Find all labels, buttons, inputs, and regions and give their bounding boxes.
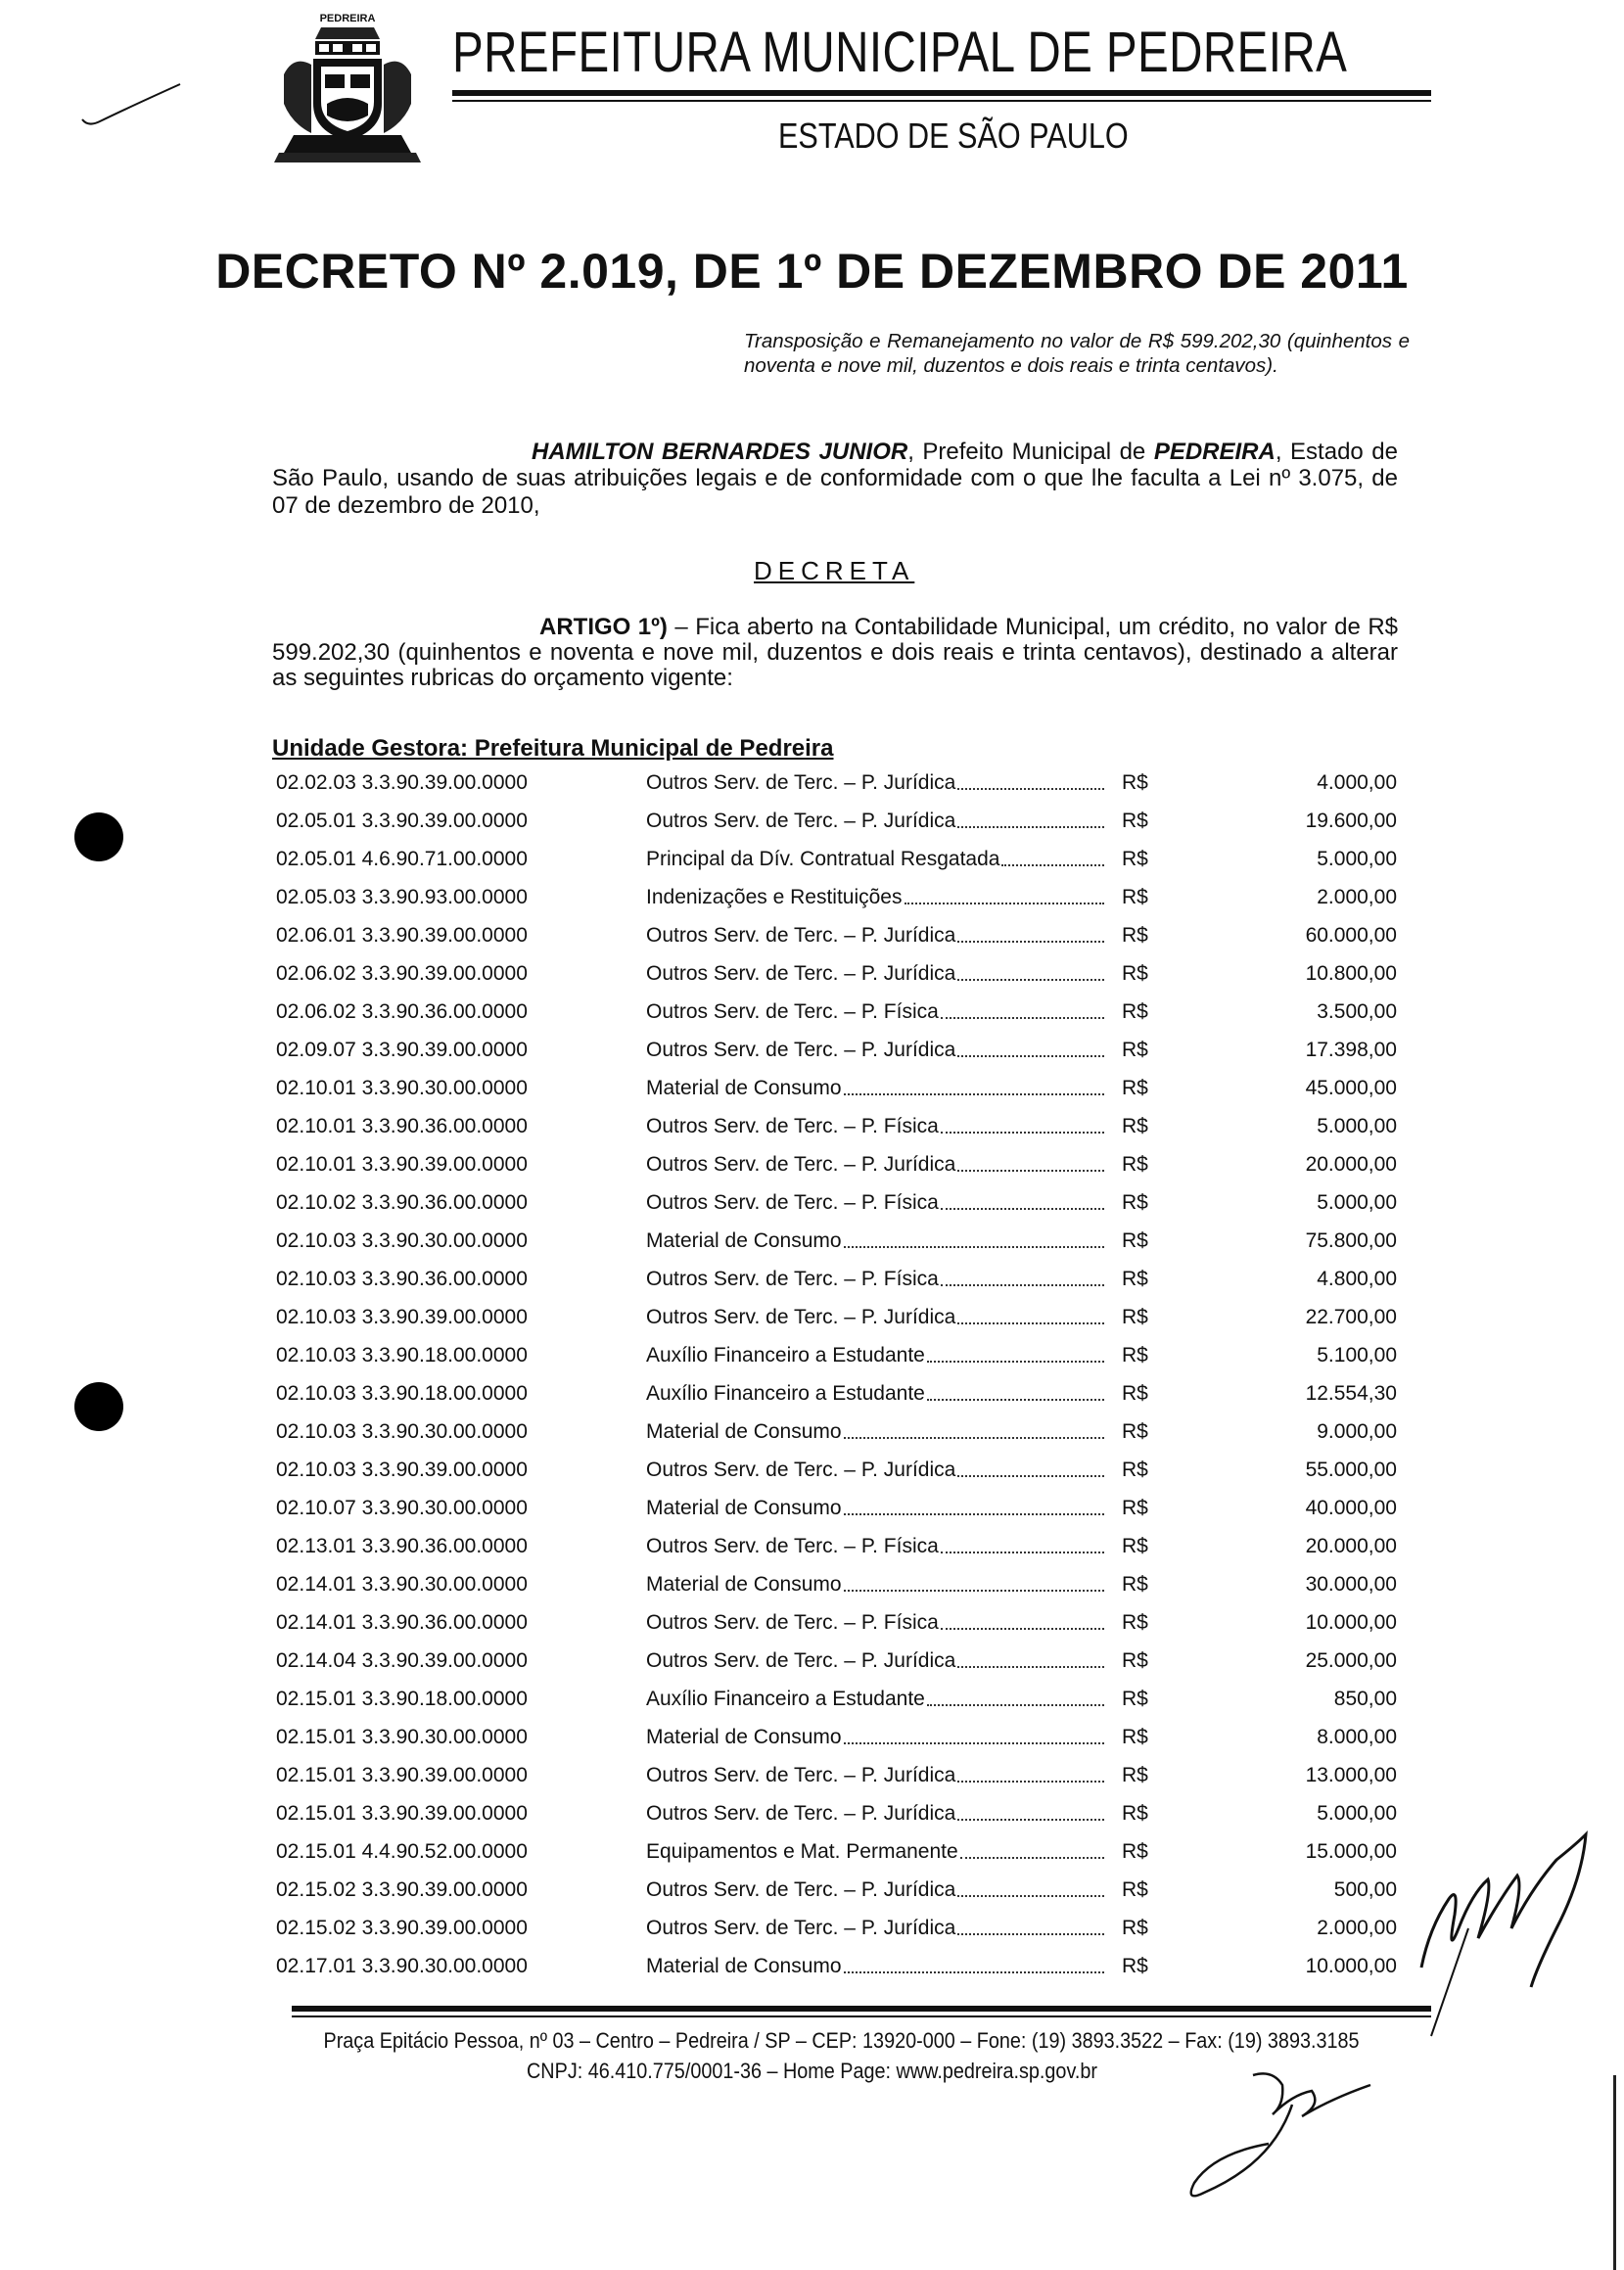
rubric-description-cell: [646, 1336, 1122, 1374]
rubric-code: 02.14.04 3.3.90.39.00.0000: [276, 1648, 528, 1672]
rubric-description: Outros Serv. de Terc. – P. Jurídica: [646, 961, 956, 985]
rubric-value: 8.000,00: [1317, 1725, 1397, 1748]
dot-leader: [844, 1093, 1104, 1095]
preamble-paragraph: [272, 439, 1398, 519]
rubric-description: Material de Consumo: [646, 1228, 842, 1252]
state-name: ESTADO DE SÃO PAULO: [778, 116, 1129, 156]
currency-label: R$: [1122, 1190, 1148, 1214]
mayor-name: HAMILTON BERNARDES JUNIOR: [532, 439, 908, 465]
rubric-value: 20.000,00: [1305, 1152, 1397, 1176]
table-row: [276, 1642, 1397, 1680]
currency-label: R$: [1122, 1267, 1148, 1290]
dot-leader: [957, 1781, 1104, 1783]
rubric-code: 02.10.03 3.3.90.18.00.0000: [276, 1343, 528, 1367]
rubric-code: 02.14.01 3.3.90.36.00.0000: [276, 1610, 528, 1634]
currency-label: R$: [1122, 1572, 1148, 1596]
rubric-code: 02.15.01 3.3.90.18.00.0000: [276, 1687, 528, 1710]
dot-leader: [941, 1208, 1104, 1210]
rubric-description: Outros Serv. de Terc. – P. Jurídica: [646, 1458, 956, 1481]
rubric-description-cell: [646, 840, 1122, 878]
rubric-description: Material de Consumo: [646, 1076, 842, 1099]
rubric-table: [276, 764, 1397, 1985]
rubric-description: Principal da Dív. Contratual Resgatada: [646, 847, 1000, 870]
dot-leader: [957, 1895, 1104, 1897]
rubric-code: 02.10.07 3.3.90.30.00.0000: [276, 1496, 528, 1519]
rubric-code: 02.02.03 3.3.90.39.00.0000: [276, 770, 528, 794]
table-row: [276, 1107, 1397, 1145]
rubric-description: Outros Serv. de Terc. – P. Jurídica: [646, 809, 956, 832]
rubric-value: 2.000,00: [1317, 1916, 1397, 1939]
currency-label: R$: [1122, 1954, 1148, 1977]
dot-leader: [957, 941, 1104, 943]
rubric-value: 5.000,00: [1317, 1801, 1397, 1825]
rubric-description: Outros Serv. de Terc. – P. Jurídica: [646, 1916, 956, 1939]
rubric-description: Outros Serv. de Terc. – P. Jurídica: [646, 1877, 956, 1901]
rubric-description-cell: [646, 954, 1122, 993]
rubric-description: Outros Serv. de Terc. – P. Jurídica: [646, 770, 956, 794]
dot-leader: [957, 1322, 1104, 1324]
rubric-description: Outros Serv. de Terc. – P. Física: [646, 1114, 939, 1137]
decree-summary: Transposição e Remanejamento no valor de R$ 599.202,30 (quinhentos e noventa e nove mil, duzentos e dois reais e trinta centavos).: [744, 330, 1410, 377]
currency-label: R$: [1122, 1305, 1148, 1328]
scan-edge-line: [1613, 2075, 1616, 2270]
handwritten-initials-signature: [1410, 1821, 1605, 2056]
table-row: [276, 954, 1397, 993]
rubric-value: 4.000,00: [1317, 770, 1397, 794]
rubric-code: 02.17.01 3.3.90.30.00.0000: [276, 1954, 528, 1977]
currency-label: R$: [1122, 1228, 1148, 1252]
table-row: [276, 1031, 1397, 1069]
rubric-code: 02.14.01 3.3.90.30.00.0000: [276, 1572, 528, 1596]
currency-label: R$: [1122, 1839, 1148, 1863]
rubric-code: 02.10.03 3.3.90.39.00.0000: [276, 1305, 528, 1328]
article-1-paragraph: [272, 615, 1398, 691]
rubric-code: 02.06.02 3.3.90.39.00.0000: [276, 961, 528, 985]
dot-leader: [957, 1170, 1104, 1172]
currency-label: R$: [1122, 923, 1148, 947]
rubric-code: 02.15.01 3.3.90.30.00.0000: [276, 1725, 528, 1748]
dot-leader: [941, 1284, 1104, 1286]
rubric-description: Outros Serv. de Terc. – P. Física: [646, 1534, 939, 1557]
rubric-code: 02.15.01 3.3.90.39.00.0000: [276, 1763, 528, 1786]
table-row: [276, 1413, 1397, 1451]
dot-leader: [957, 826, 1104, 828]
currency-label: R$: [1122, 1152, 1148, 1176]
dot-leader: [957, 1666, 1104, 1668]
rubric-value: 15.000,00: [1305, 1839, 1397, 1863]
rubric-code: 02.10.02 3.3.90.36.00.0000: [276, 1190, 528, 1214]
currency-label: R$: [1122, 1038, 1148, 1061]
table-row: [276, 1718, 1397, 1756]
rubric-description-cell: [646, 1527, 1122, 1565]
rubric-description: Auxílio Financeiro a Estudante: [646, 1381, 925, 1405]
rubric-value: 45.000,00: [1305, 1076, 1397, 1099]
header-rule-thin: [452, 100, 1431, 102]
currency-label: R$: [1122, 1801, 1148, 1825]
city-name: PEDREIRA: [1153, 439, 1276, 465]
rubric-description: Outros Serv. de Terc. – P. Jurídica: [646, 1648, 956, 1672]
dot-leader: [957, 1819, 1104, 1821]
table-row: [276, 840, 1397, 878]
currency-label: R$: [1122, 1534, 1148, 1557]
rubric-value: 20.000,00: [1305, 1534, 1397, 1557]
punch-hole: [74, 1382, 123, 1431]
currency-label: R$: [1122, 1419, 1148, 1443]
org-name: PREFEITURA MUNICIPAL DE PEDREIRA: [452, 21, 1348, 84]
table-row: [276, 1603, 1397, 1642]
rubric-description-cell: [646, 1565, 1122, 1603]
rubric-value: 22.700,00: [1305, 1305, 1397, 1328]
rubric-code: 02.13.01 3.3.90.36.00.0000: [276, 1534, 528, 1557]
dot-leader: [844, 1246, 1104, 1248]
dot-leader: [941, 1132, 1104, 1134]
punch-hole: [74, 812, 123, 861]
rubric-value: 4.800,00: [1317, 1267, 1397, 1290]
rubric-value: 60.000,00: [1305, 923, 1397, 947]
rubric-description-cell: [646, 1298, 1122, 1336]
rubric-description: Auxílio Financeiro a Estudante: [646, 1687, 925, 1710]
rubric-value: 10.000,00: [1305, 1954, 1397, 1977]
dot-leader: [844, 1742, 1104, 1744]
rubric-code: 02.10.03 3.3.90.30.00.0000: [276, 1419, 528, 1443]
rubric-description-cell: [646, 1374, 1122, 1413]
rubric-value: 5.000,00: [1317, 1114, 1397, 1137]
dot-leader: [844, 1971, 1104, 1973]
rubric-value: 5.000,00: [1317, 1190, 1397, 1214]
rubric-code: 02.09.07 3.3.90.39.00.0000: [276, 1038, 528, 1061]
table-row: [276, 1069, 1397, 1107]
rubric-description: Material de Consumo: [646, 1419, 842, 1443]
currency-label: R$: [1122, 1763, 1148, 1786]
footer-rule-thin: [292, 2015, 1431, 2017]
pen-stroke-mark: [78, 78, 186, 137]
rubric-value: 13.000,00: [1305, 1763, 1397, 1786]
rubric-value: 2.000,00: [1317, 885, 1397, 908]
rubric-code: 02.06.02 3.3.90.36.00.0000: [276, 999, 528, 1023]
dot-leader: [957, 979, 1104, 981]
dot-leader: [844, 1590, 1104, 1592]
rubric-description-cell: [646, 1718, 1122, 1756]
rubric-value: 3.500,00: [1317, 999, 1397, 1023]
table-row: [276, 1756, 1397, 1794]
rubric-description-cell: [646, 1031, 1122, 1069]
rubric-description-cell: [646, 802, 1122, 840]
preamble-text-2: , Estado de São Paulo, usando de suas atribuições legais e de conformidade com o que lhe faculta a Lei nº 3.075, de 07 de dezembro de 2010,: [272, 439, 1398, 519]
rubric-code: 02.06.01 3.3.90.39.00.0000: [276, 923, 528, 947]
unit-heading: Unidade Gestora: Prefeitura Municipal de Pedreira: [272, 735, 834, 762]
rubric-description-cell: [646, 993, 1122, 1031]
currency-label: R$: [1122, 1610, 1148, 1634]
currency-label: R$: [1122, 1725, 1148, 1748]
rubric-value: 5.100,00: [1317, 1343, 1397, 1367]
rubric-value: 17.398,00: [1305, 1038, 1397, 1061]
rubric-value: 30.000,00: [1305, 1572, 1397, 1596]
dot-leader: [905, 903, 1105, 904]
currency-label: R$: [1122, 1648, 1148, 1672]
rubric-description-cell: [646, 916, 1122, 954]
dot-leader: [927, 1399, 1104, 1401]
footer-cnpj: CNPJ: 46.410.775/0001-36 – Home Page: www.pedreira.sp.gov.br: [527, 2059, 1097, 2083]
rubric-description: Material de Consumo: [646, 1496, 842, 1519]
rubric-value: 75.800,00: [1305, 1228, 1397, 1252]
table-row: [276, 878, 1397, 916]
currency-label: R$: [1122, 999, 1148, 1023]
rubric-description-cell: [646, 1947, 1122, 1985]
decree-title: DECRETO Nº 2.019, DE 1º DE DEZEMBRO DE 2011: [215, 244, 1409, 299]
rubric-description-cell: [646, 1794, 1122, 1832]
currency-label: R$: [1122, 1381, 1148, 1405]
table-row: [276, 1947, 1397, 1985]
rubric-value: 10.800,00: [1305, 961, 1397, 985]
rubric-code: 02.10.03 3.3.90.36.00.0000: [276, 1267, 528, 1290]
dot-leader: [941, 1628, 1104, 1630]
rubric-description: Material de Consumo: [646, 1572, 842, 1596]
rubric-code: 02.15.02 3.3.90.39.00.0000: [276, 1916, 528, 1939]
rubric-description-cell: [646, 1451, 1122, 1489]
dot-leader: [927, 1704, 1104, 1706]
rubric-description: Auxílio Financeiro a Estudante: [646, 1343, 925, 1367]
table-row: [276, 1489, 1397, 1527]
rubric-description: Equipamentos e Mat. Permanente: [646, 1839, 958, 1863]
rubric-description-cell: [646, 1413, 1122, 1451]
rubric-description: Outros Serv. de Terc. – P. Jurídica: [646, 1152, 956, 1176]
table-row: [276, 802, 1397, 840]
rubric-value: 850,00: [1333, 1687, 1397, 1710]
rubric-description: Outros Serv. de Terc. – P. Física: [646, 1610, 939, 1634]
currency-label: R$: [1122, 961, 1148, 985]
table-row: [276, 1794, 1397, 1832]
rubric-code: 02.10.03 3.3.90.30.00.0000: [276, 1228, 528, 1252]
table-row: [276, 1832, 1397, 1871]
rubric-code: 02.10.01 3.3.90.30.00.0000: [276, 1076, 528, 1099]
rubric-description-cell: [646, 1107, 1122, 1145]
dot-leader: [960, 1857, 1104, 1859]
rubric-description: Outros Serv. de Terc. – P. Jurídica: [646, 1038, 956, 1061]
currency-label: R$: [1122, 1496, 1148, 1519]
rubric-description: Outros Serv. de Terc. – P. Jurídica: [646, 1763, 956, 1786]
currency-label: R$: [1122, 1458, 1148, 1481]
rubric-description-cell: [646, 764, 1122, 802]
dot-leader: [1001, 864, 1104, 866]
currency-label: R$: [1122, 1343, 1148, 1367]
currency-label: R$: [1122, 1114, 1148, 1137]
table-row: [276, 1451, 1397, 1489]
rubric-value: 9.000,00: [1317, 1419, 1397, 1443]
table-row: [276, 1374, 1397, 1413]
rubric-value: 55.000,00: [1305, 1458, 1397, 1481]
rubric-value: 40.000,00: [1305, 1496, 1397, 1519]
decreta-heading: DECRETA: [754, 556, 915, 585]
table-row: [276, 764, 1397, 802]
table-row: [276, 1183, 1397, 1222]
rubric-description-cell: [646, 1642, 1122, 1680]
article-1-label: ARTIGO 1º): [539, 614, 668, 640]
table-row: [276, 1298, 1397, 1336]
rubric-description-cell: [646, 1909, 1122, 1947]
rubric-description: Material de Consumo: [646, 1725, 842, 1748]
table-row: [276, 1909, 1397, 1947]
rubric-description-cell: [646, 1871, 1122, 1909]
rubric-description: Outros Serv. de Terc. – P. Jurídica: [646, 1305, 956, 1328]
table-row: [276, 1336, 1397, 1374]
rubric-code: 02.10.01 3.3.90.36.00.0000: [276, 1114, 528, 1137]
preamble-text-1: , Prefeito Municipal de: [907, 439, 1154, 465]
table-row: [276, 1680, 1397, 1718]
rubric-description-cell: [646, 1489, 1122, 1527]
rubric-code: 02.10.03 3.3.90.39.00.0000: [276, 1458, 528, 1481]
rubric-description-cell: [646, 1680, 1122, 1718]
rubric-description: Outros Serv. de Terc. – P. Jurídica: [646, 923, 956, 947]
dot-leader: [957, 1055, 1104, 1057]
dot-leader: [844, 1437, 1104, 1439]
rubric-description-cell: [646, 1260, 1122, 1298]
rubric-description-cell: [646, 1603, 1122, 1642]
rubric-value: 12.554,30: [1305, 1381, 1397, 1405]
rubric-code: 02.15.01 3.3.90.39.00.0000: [276, 1801, 528, 1825]
currency-label: R$: [1122, 1687, 1148, 1710]
article-1-text: – Fica aberto na Contabilidade Municipal, um crédito, no valor de R$ 599.202,30 (quinhentos e noventa e nove mil, duzentos e dois reais e trinta centavos), destinado a alterar as seguintes rubricas do orçamento vigente:: [272, 614, 1399, 691]
rubric-code: 02.05.03 3.3.90.93.00.0000: [276, 885, 528, 908]
footer-address: Praça Epitácio Pessoa, nº 03 – Centro – Pedreira / SP – CEP: 13920-000 – Fone: (19) 3893.3522 – Fax: (19) 3893.3185: [323, 2028, 1360, 2053]
rubric-description: Outros Serv. de Terc. – P. Física: [646, 1267, 939, 1290]
currency-label: R$: [1122, 1076, 1148, 1099]
rubric-value: 25.000,00: [1305, 1648, 1397, 1672]
dot-leader: [941, 1017, 1104, 1019]
dot-leader: [941, 1552, 1104, 1553]
rubric-description: Material de Consumo: [646, 1954, 842, 1977]
table-row: [276, 993, 1397, 1031]
rubric-description-cell: [646, 1756, 1122, 1794]
table-row: [276, 916, 1397, 954]
rubric-description: Indenizações e Restituições: [646, 885, 903, 908]
rubric-description-cell: [646, 1183, 1122, 1222]
rubric-value: 10.000,00: [1305, 1610, 1397, 1634]
table-row: [276, 1871, 1397, 1909]
handwritten-signature: [1175, 2056, 1380, 2212]
table-row: [276, 1527, 1397, 1565]
currency-label: R$: [1122, 809, 1148, 832]
rubric-code: 02.15.01 4.4.90.52.00.0000: [276, 1839, 528, 1863]
municipal-crest-logo: [264, 6, 431, 172]
footer-rule: [292, 2006, 1431, 2012]
rubric-description: Outros Serv. de Terc. – P. Jurídica: [646, 1801, 956, 1825]
rubric-description-cell: [646, 878, 1122, 916]
dot-leader: [844, 1513, 1104, 1515]
rubric-value: 19.600,00: [1305, 809, 1397, 832]
rubric-description-cell: [646, 1832, 1122, 1871]
currency-label: R$: [1122, 885, 1148, 908]
currency-label: R$: [1122, 847, 1148, 870]
currency-label: R$: [1122, 1916, 1148, 1939]
crest-label: PEDREIRA: [319, 13, 376, 24]
table-row: [276, 1260, 1397, 1298]
currency-label: R$: [1122, 1877, 1148, 1901]
rubric-code: 02.10.01 3.3.90.39.00.0000: [276, 1152, 528, 1176]
rubric-code: 02.05.01 3.3.90.39.00.0000: [276, 809, 528, 832]
rubric-code: 02.05.01 4.6.90.71.00.0000: [276, 847, 528, 870]
rubric-description-cell: [646, 1069, 1122, 1107]
dot-leader: [927, 1361, 1104, 1363]
currency-label: R$: [1122, 770, 1148, 794]
table-row: [276, 1145, 1397, 1183]
rubric-description: Outros Serv. de Terc. – P. Física: [646, 1190, 939, 1214]
rubric-description-cell: [646, 1222, 1122, 1260]
header-rule: [452, 90, 1431, 96]
rubric-value: 5.000,00: [1317, 847, 1397, 870]
rubric-value: 500,00: [1333, 1877, 1397, 1901]
dot-leader: [957, 1933, 1104, 1935]
table-row: [276, 1565, 1397, 1603]
table-row: [276, 1222, 1397, 1260]
rubric-code: 02.10.03 3.3.90.18.00.0000: [276, 1381, 528, 1405]
dot-leader: [957, 788, 1104, 790]
rubric-code: 02.15.02 3.3.90.39.00.0000: [276, 1877, 528, 1901]
rubric-description: Outros Serv. de Terc. – P. Física: [646, 999, 939, 1023]
dot-leader: [957, 1475, 1104, 1477]
rubric-description-cell: [646, 1145, 1122, 1183]
